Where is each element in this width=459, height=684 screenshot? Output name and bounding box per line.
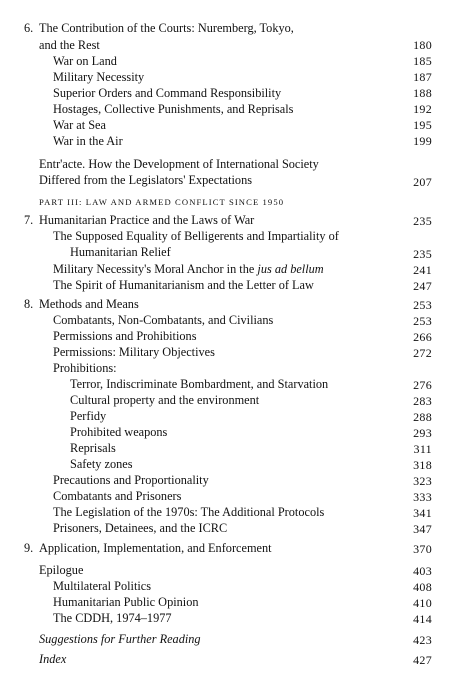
chapter-title-line: The Contribution of the Courts: Nuremberg, Tokyo, <box>39 21 294 35</box>
page-number: 408 <box>413 580 432 594</box>
page-number: 187 <box>413 70 432 84</box>
page-number: 253 <box>413 314 432 328</box>
toc-section: War at Sea <box>53 118 106 132</box>
toc-section: War in the Air <box>53 134 123 148</box>
entracte-title: Entr'acte. How the Development of International Society <box>39 157 319 171</box>
page-number: 276 <box>413 378 432 392</box>
further-reading-title: Suggestions for Further Reading <box>39 632 201 646</box>
page-number: 288 <box>413 410 432 424</box>
chapter-number: 6. <box>24 21 34 35</box>
page-number: 185 <box>413 54 432 68</box>
toc-section: The Legislation of the 1970s: The Additional Protocols <box>53 505 325 519</box>
page-number: 241 <box>413 263 432 277</box>
page-number: 370 <box>413 542 432 556</box>
index-title: Index <box>39 652 67 666</box>
chapter-number: 7. <box>24 213 34 227</box>
toc-section: Military Necessity <box>53 70 145 84</box>
page-number: 207 <box>413 175 432 189</box>
chapter-title-line: Application, Implementation, and Enforcement <box>39 541 272 555</box>
chapter-6-title-cont: and the Rest <box>39 38 100 52</box>
toc-section: Prisoners, Detainees, and the ICRC <box>53 521 228 535</box>
toc-section: Combatants, Non-Combatants, and Civilians <box>53 313 274 327</box>
page-number: 414 <box>413 612 432 626</box>
page-number: 272 <box>413 346 432 360</box>
toc-section: Prohibitions: <box>53 361 117 375</box>
page-number: 199 <box>413 134 432 148</box>
toc-section: Hostages, Collective Punishments, and Reprisals <box>53 102 294 116</box>
toc-section: Multilateral Politics <box>53 579 152 593</box>
toc-section-cont: Humanitarian Relief <box>70 245 171 259</box>
toc-section: Precautions and Proportionality <box>53 473 209 487</box>
page-number: 323 <box>413 474 432 488</box>
page-number: 253 <box>413 298 432 312</box>
chapter-number: 9. <box>24 541 34 555</box>
page-number: 423 <box>413 633 432 647</box>
chapter-title-line: Humanitarian Practice and the Laws of War <box>39 213 255 227</box>
toc-subsection: Perfidy <box>70 409 107 423</box>
page-number: 403 <box>413 564 432 578</box>
chapter-title-line: Methods and Means <box>39 297 139 311</box>
section-text-italic: jus ad bellum <box>257 262 324 276</box>
page-number: 311 <box>413 442 432 456</box>
chapter-8-title <box>24 296 139 312</box>
toc-section: Superior Orders and Command Responsibility <box>53 86 282 100</box>
part-label: PART III: <box>39 197 83 207</box>
toc-subsection: Cultural property and the environment <box>70 393 260 407</box>
page-number: 180 <box>413 38 432 52</box>
entracte-title-cont: Differed from the Legislators' Expectations <box>39 173 253 187</box>
toc-subsection: Safety zones <box>70 457 133 471</box>
page-number: 188 <box>413 86 432 100</box>
toc-section: Combatants and Prisoners <box>53 489 182 503</box>
page-number: 333 <box>413 490 432 504</box>
toc-subsection: Reprisals <box>70 441 116 455</box>
toc-section: The Supposed Equality of Belligerents and Impartiality of <box>53 229 339 243</box>
page-number: 235 <box>413 214 432 228</box>
page-number: 283 <box>413 394 432 408</box>
page-number: 347 <box>413 522 432 536</box>
toc-section: Humanitarian Public Opinion <box>53 595 199 609</box>
chapter-number: 8. <box>24 297 34 311</box>
page-number: 192 <box>413 102 432 116</box>
toc-subsection: Terror, Indiscriminate Bombardment, and Starvation <box>70 377 329 391</box>
page-number: 427 <box>413 653 432 667</box>
page-number: 410 <box>413 596 432 610</box>
chapter-7-title <box>24 212 254 228</box>
part-heading <box>39 194 284 210</box>
part-title: LAW AND ARMED CONFLICT SINCE 1950 <box>85 197 285 207</box>
page-number: 247 <box>413 279 432 293</box>
page-number: 293 <box>413 426 432 440</box>
page-number: 235 <box>413 247 432 261</box>
toc-section: The CDDH, 1974–1977 <box>53 611 172 625</box>
page-number: 341 <box>413 506 432 520</box>
epilogue-title: Epilogue <box>39 563 84 577</box>
page-number: 318 <box>413 458 432 472</box>
chapter-9-title <box>24 540 272 556</box>
chapter-6-title <box>24 20 294 36</box>
page-number: 195 <box>413 118 432 132</box>
section-text: Military Necessity's Moral Anchor in the <box>53 262 258 276</box>
toc-section: The Spirit of Humanitarianism and the Letter of Law <box>53 278 314 292</box>
toc-section <box>53 261 324 277</box>
toc-section: Permissions and Prohibitions <box>53 329 197 343</box>
toc-subsection: Prohibited weapons <box>70 425 168 439</box>
toc-section: Permissions: Military Objectives <box>53 345 215 359</box>
page-number: 266 <box>413 330 432 344</box>
toc-section: War on Land <box>53 54 117 68</box>
